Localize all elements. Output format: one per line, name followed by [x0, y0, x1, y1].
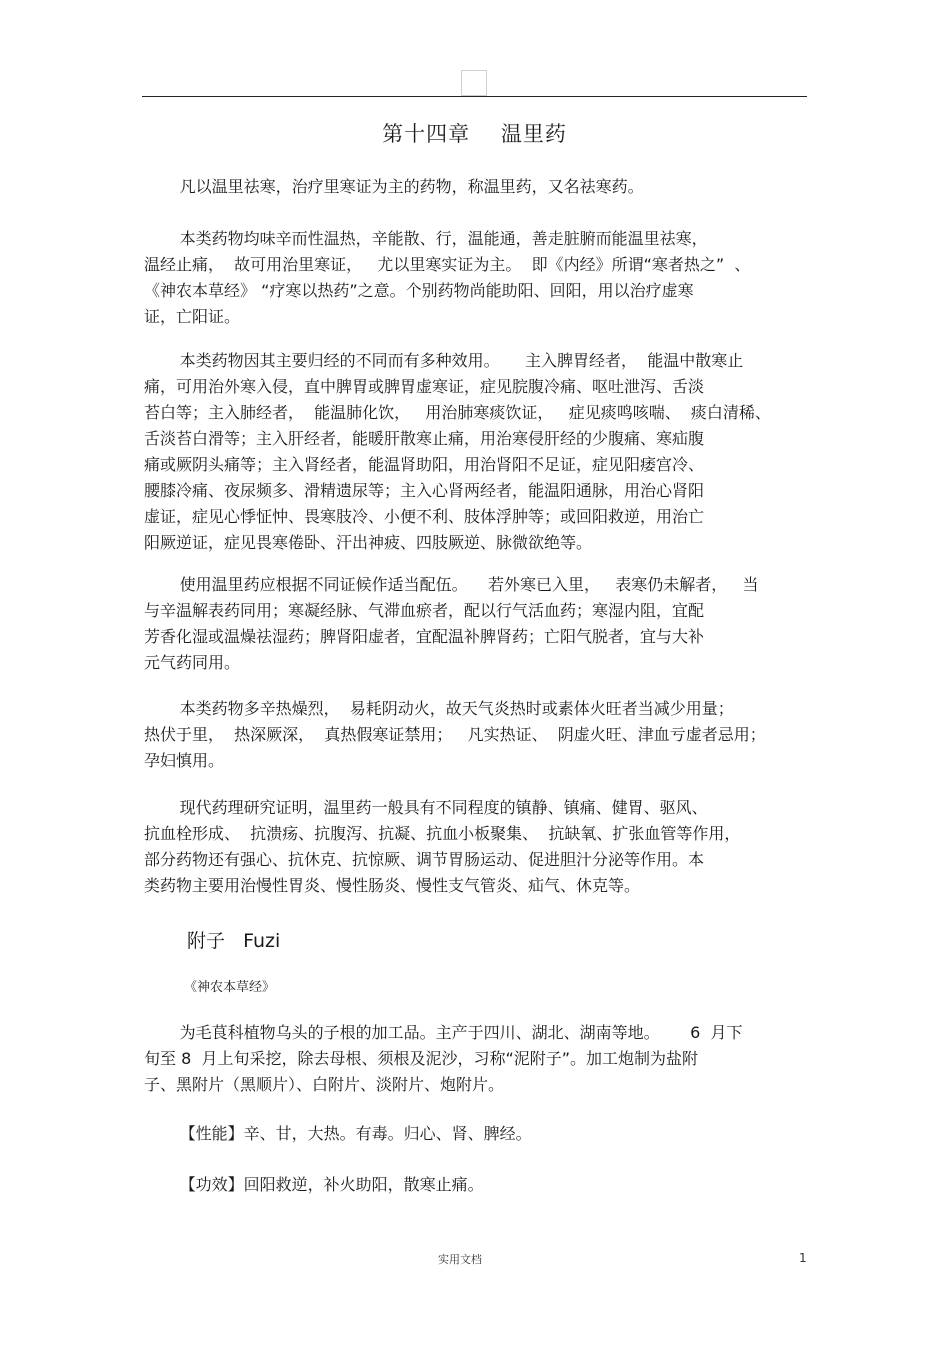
paragraph-line: 证，亡阳证。	[144, 307, 241, 326]
herb-efficacy-paragraph	[144, 1172, 812, 1198]
compatibility-paragraph	[144, 572, 812, 676]
paragraph-line: 类药物主要用治慢性胃炎、慢性肠炎、慢性支气管炎、疝气、休克等。	[144, 876, 641, 895]
page-number: 1	[799, 1251, 807, 1265]
paragraph-line: 【性能】辛、甘，大热。有毒。归心、肾、脾经。	[144, 1124, 532, 1143]
footer-label: 实用文档	[438, 1253, 482, 1266]
paragraph-line: 痛，可用治外寒入侵，直中脾胃或脾胃虚寒证，症见脘腹冷痛、呕吐泄泻、舌淡	[144, 377, 705, 396]
paragraph-line: 子、黑附片（黑顺片）、白附片、淡附片、炮附片。	[144, 1075, 505, 1094]
paragraph-line: 舌淡苔白滑等；主入肝经者，能暖肝散寒止痛，用治寒侵肝经的少腹痛、寒疝腹	[144, 429, 705, 448]
pharmacology-paragraph	[144, 795, 812, 899]
paragraph-line: 旬至 8 月上旬采挖，除去母根、须根及泥沙，习称“泥附子”。加工炮制为盐附	[144, 1049, 699, 1068]
meridian-paragraph	[144, 348, 812, 556]
caution-paragraph	[144, 696, 812, 774]
paragraph-line: 【功效】回阳救逆，补火助阳，散寒止痛。	[144, 1175, 484, 1194]
property-paragraph	[144, 226, 812, 330]
paragraph-line: 孕妇慎用。	[144, 751, 225, 770]
paragraph-line: 芳香化湿或温燥祛湿药；脾肾阳虚者，宜配温补脾肾药；亡阳气脱者，宜与大补	[144, 627, 705, 646]
paragraph-line: 热伏于里， 热深厥深， 真热假寒证禁用； 凡实热证、 阴虚火旺、津血亏虚者忌用；	[144, 725, 766, 744]
paragraph-line: 腰膝冷痛、夜尿频多、滑精遗尿等；主入心肾两经者，能温阳通脉，用治心肾阳	[144, 481, 705, 500]
paragraph-line: 使用温里药应根据不同证候作适当配伍。 若外寒已入里， 表寒仍未解者， 当	[144, 575, 759, 594]
herb-source: 《神农本草经》	[184, 980, 276, 995]
paragraph-line: 部分药物还有强心、抗休克、抗惊厥、调节胃肠运动、促进胆汁分泌等作用。本	[144, 850, 705, 869]
paragraph-line: 温经止痛， 故可用治里寒证， 尤以里寒实证为主。 即《内经》所谓“寒者热之” 、	[144, 255, 751, 274]
paragraph-line: 与辛温解表药同用；寒凝经脉、气滞血瘀者，配以行气活血药；寒湿内阻，宜配	[144, 601, 705, 620]
herb-origin-paragraph	[144, 1020, 812, 1098]
chapter-title: 第十四章 温里药	[382, 122, 567, 146]
herb-entry-title: 附子 Fuzi	[187, 930, 281, 952]
paragraph-line: 现代药理研究证明，温里药一般具有不同程度的镇静、镇痛、健胃、驱风、	[144, 798, 708, 817]
header-rule	[142, 96, 807, 97]
paragraph-line: 本类药物多辛热燥烈， 易耗阴动火，故天气炎热时或素体火旺者当减少用量；	[144, 699, 734, 718]
paragraph-line: 抗血栓形成、 抗溃疡、抗腹泻、抗凝、抗血小板聚集、 抗缺氧、扩张血管等作用，	[144, 824, 741, 843]
intro-paragraph	[144, 174, 812, 200]
paragraph-line: 苔白等；主入肺经者， 能温肺化饮， 用治肺寒痰饮证， 症见痰鸣咳喘、 痰白清稀、	[144, 403, 771, 422]
paragraph-line: 本类药物均味辛而性温热，辛能散、行，温能通，善走脏腑而能温里祛寒，	[144, 229, 708, 248]
paragraph-line: 凡以温里祛寒，治疗里寒证为主的药物，称温里药，又名祛寒药。	[144, 177, 644, 196]
paragraph-line: 虚证，症见心悸怔忡、畏寒肢冷、小便不利、肢体浮肿等；或回阳救逆，用治亡	[144, 507, 705, 526]
paragraph-line: 元气药同用。	[144, 653, 241, 672]
header-blank-box	[461, 70, 487, 96]
paragraph-line: 《神农本草经》 “疗寒以热药”之意。个别药物尚能助阳、回阳，用以治疗虚寒	[144, 281, 694, 300]
paragraph-line: 为毛茛科植物乌头的子根的加工品。主产于四川、湖北、湖南等地。 6 月下	[144, 1023, 743, 1042]
herb-properties-paragraph	[144, 1121, 812, 1147]
paragraph-line: 本类药物因其主要归经的不同而有多种效用。 主入脾胃经者， 能温中散寒止	[144, 351, 744, 370]
paragraph-line: 痛或厥阴头痛等；主入肾经者，能温肾助阳，用治肾阳不足证，症见阳痿宫冷、	[144, 455, 705, 474]
paragraph-line: 阳厥逆证，症见畏寒倦卧、汗出神疲、四肢厥逆、脉微欲绝等。	[144, 533, 593, 552]
